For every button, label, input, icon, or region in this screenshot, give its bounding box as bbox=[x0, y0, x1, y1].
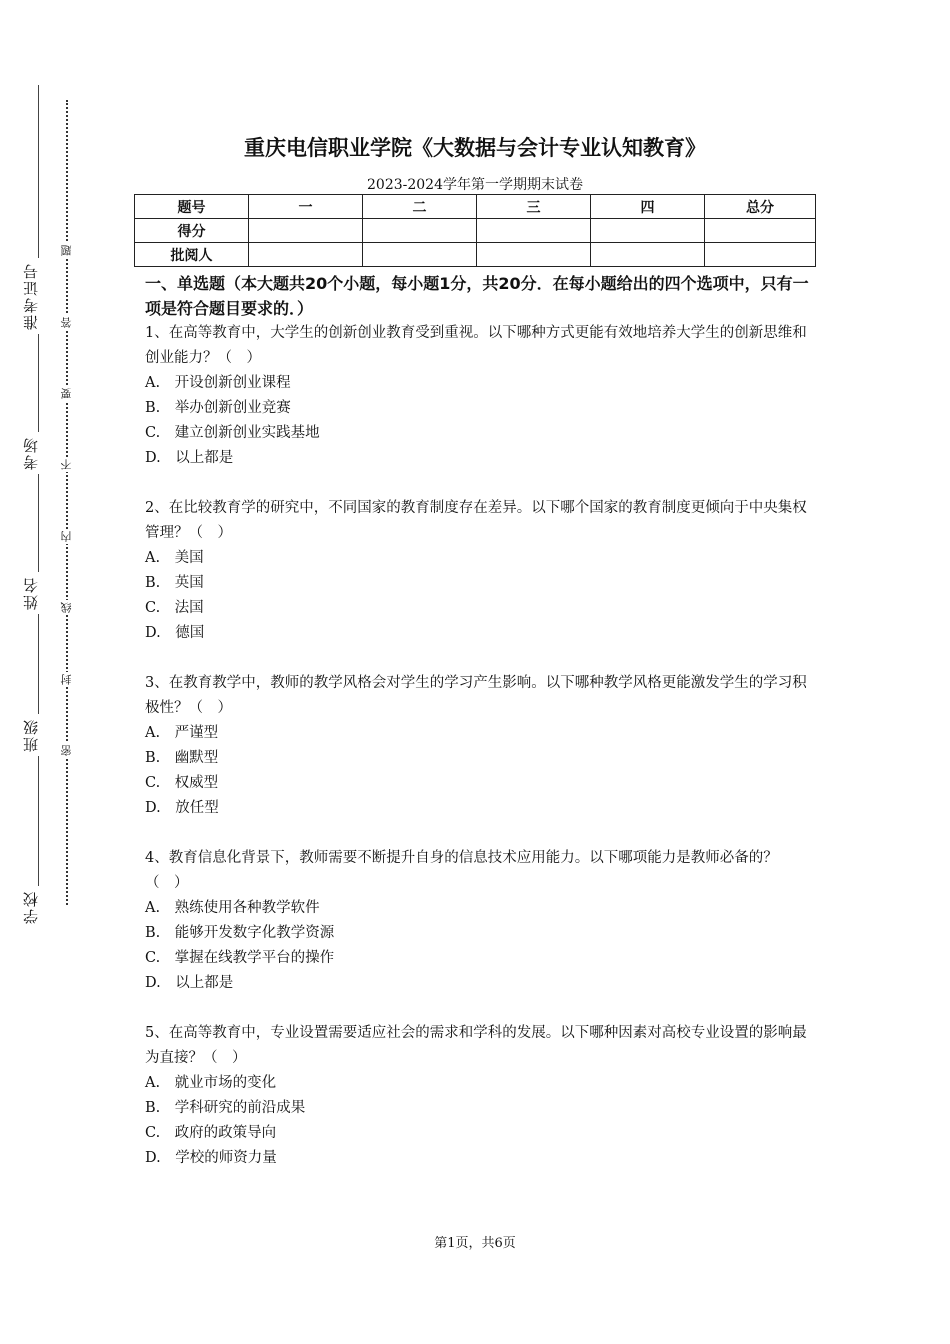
score-header-cell: 二 bbox=[363, 195, 477, 219]
score-header-cell: 一 bbox=[249, 195, 363, 219]
question-stem: 2、在比较教育学的研究中，不同国家的教育制度存在差异。以下哪个国家的教育制度更倾向于中央集权管理？（ ） bbox=[145, 500, 807, 541]
score-cell[interactable] bbox=[249, 219, 363, 243]
binding-field-school: 学校 bbox=[20, 886, 56, 928]
option-d: D. 放任型 bbox=[145, 800, 219, 816]
option-a: A. 就业市场的变化 bbox=[145, 1075, 277, 1091]
score-row-label: 批阅人 bbox=[135, 243, 249, 267]
score-cell[interactable] bbox=[363, 243, 477, 267]
score-table-header-row bbox=[135, 195, 816, 219]
option-b: B. 幽默型 bbox=[145, 750, 219, 766]
question-stem: 3、在教育教学中，教师的教学风格会对学生的学习产生影响。以下哪种教学风格更能激发学生的学习积极性？（ ） bbox=[145, 675, 807, 716]
score-cell[interactable] bbox=[477, 243, 591, 267]
question-1 bbox=[145, 321, 813, 471]
score-header-cell: 四 bbox=[591, 195, 705, 219]
option-c: C. 政府的政策导向 bbox=[145, 1125, 277, 1141]
score-table-row bbox=[135, 243, 816, 267]
score-header-cell: 题号 bbox=[135, 195, 249, 219]
score-table bbox=[134, 194, 816, 267]
binding-field-class: 班级 bbox=[20, 714, 56, 756]
option-b: B. 学科研究的前沿成果 bbox=[145, 1100, 306, 1116]
binding-char: 题 bbox=[60, 245, 73, 256]
option-c: C. 权威型 bbox=[145, 775, 219, 791]
question-4 bbox=[145, 846, 813, 996]
binding-margin bbox=[0, 0, 110, 1344]
score-cell[interactable] bbox=[705, 219, 816, 243]
score-cell[interactable] bbox=[705, 243, 816, 267]
option-d: D. 以上都是 bbox=[145, 975, 234, 991]
binding-char: 不 bbox=[60, 459, 73, 470]
option-a: A. 熟练使用各种教学软件 bbox=[145, 900, 320, 916]
binding-solid-line bbox=[38, 85, 39, 925]
exam-title: 重庆电信职业学院《大数据与会计专业认知教育》 bbox=[244, 136, 706, 160]
page-number: 第1页，共6页 bbox=[434, 1236, 516, 1251]
option-d: D. 学校的师资力量 bbox=[145, 1150, 277, 1166]
binding-field-name: 姓名 bbox=[20, 572, 56, 614]
option-c: C. 掌握在线教学平台的操作 bbox=[145, 950, 335, 966]
question-stem: 4、教育信息化背景下，教师需要不断提升自身的信息技术应用能力。以下哪项能力是教师必备的？（ ） bbox=[145, 850, 778, 891]
option-a: A. 开设创新创业课程 bbox=[145, 375, 291, 391]
question-list bbox=[145, 321, 813, 1196]
option-b: B. 英国 bbox=[145, 575, 204, 591]
score-cell[interactable] bbox=[591, 219, 705, 243]
binding-field-exam-room: 考场 bbox=[20, 432, 56, 474]
binding-field-exam-number: 准考证号 bbox=[20, 258, 56, 334]
score-row-label: 得分 bbox=[135, 219, 249, 243]
section-title: 一、单选题（本大题共20个小题，每小题1分，共20分．在每小题给出的四个选项中，只有一项是符合题目要求的．） bbox=[145, 274, 809, 318]
score-cell[interactable] bbox=[363, 219, 477, 243]
option-d: D. 以上都是 bbox=[145, 450, 234, 466]
exam-subtitle: 2023-2024学年第一学期期末试卷 bbox=[367, 177, 583, 193]
score-cell[interactable] bbox=[249, 243, 363, 267]
score-cell[interactable] bbox=[477, 219, 591, 243]
question-stem: 5、在高等教育中，专业设置需要适应社会的需求和学科的发展。以下哪种因素对高校专业设置的影响最为直接？（ ） bbox=[145, 1025, 807, 1066]
binding-char: 密 bbox=[60, 745, 73, 756]
score-cell[interactable] bbox=[591, 243, 705, 267]
option-d: D. 德国 bbox=[145, 625, 205, 641]
binding-char: 要 bbox=[60, 388, 73, 399]
score-header-cell: 总分 bbox=[705, 195, 816, 219]
binding-char: 答 bbox=[60, 317, 73, 328]
score-table-row bbox=[135, 219, 816, 243]
score-header-cell: 三 bbox=[477, 195, 591, 219]
option-c: C. 建立创新创业实践基地 bbox=[145, 425, 320, 441]
question-5 bbox=[145, 1021, 813, 1171]
question-3 bbox=[145, 671, 813, 821]
option-b: B. 举办创新创业竞赛 bbox=[145, 400, 291, 416]
binding-char: 内 bbox=[60, 531, 73, 542]
option-a: A. 严谨型 bbox=[145, 725, 219, 741]
binding-char: 封 bbox=[60, 674, 73, 685]
question-2 bbox=[145, 496, 813, 646]
binding-dotted-line bbox=[66, 100, 68, 905]
question-stem: 1、在高等教育中，大学生的创新创业教育受到重视。以下哪种方式更能有效地培养大学生的创新思维和创业能力？（ ） bbox=[145, 325, 807, 366]
option-c: C. 法国 bbox=[145, 600, 204, 616]
option-b: B. 能够开发数字化教学资源 bbox=[145, 925, 335, 941]
binding-char: 线 bbox=[60, 602, 73, 613]
option-a: A. 美国 bbox=[145, 550, 204, 566]
